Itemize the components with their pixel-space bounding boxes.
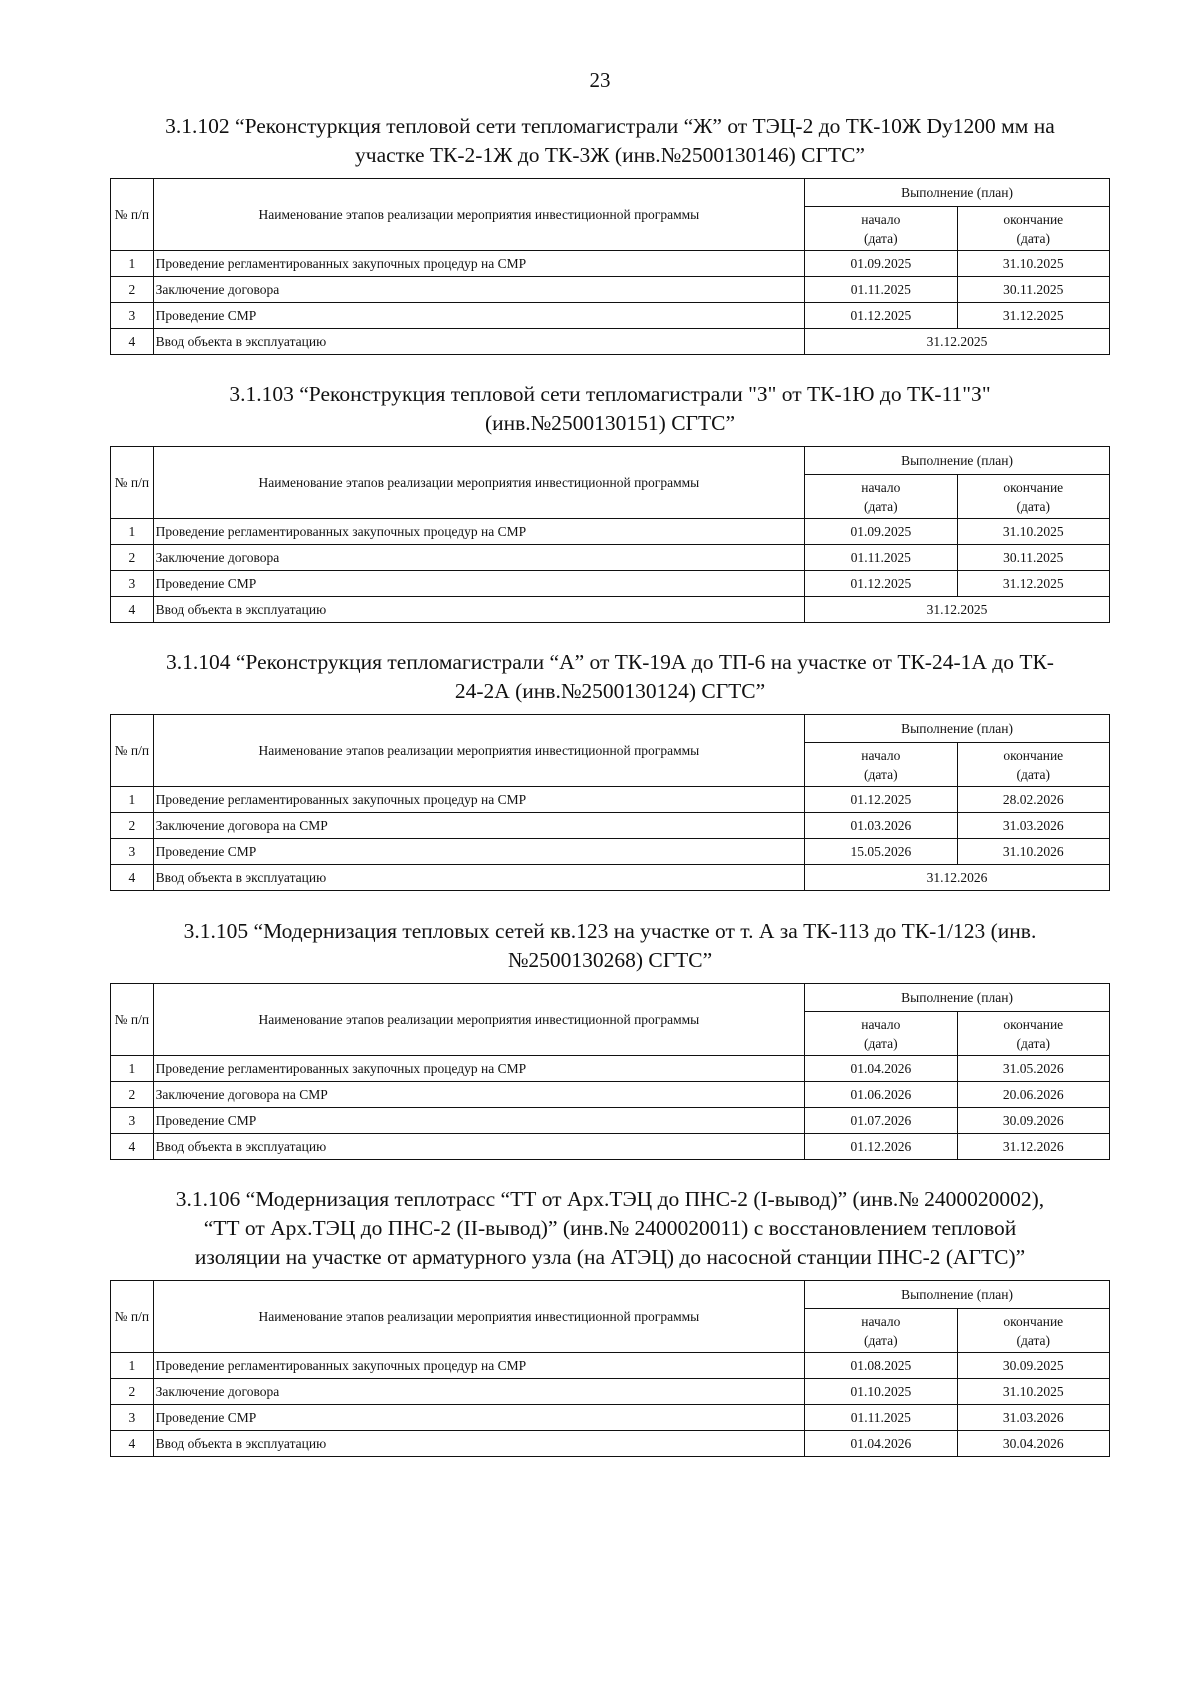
stage-name: Заключение договора (153, 277, 804, 303)
header-start: начало (дата) (805, 1309, 957, 1353)
table-row (111, 1134, 1110, 1160)
row-number: 4 (111, 865, 154, 891)
end-date: 20.06.2026 (957, 1082, 1109, 1108)
table-row (111, 277, 1110, 303)
table-row (111, 1353, 1110, 1379)
end-date: 28.02.2026 (957, 787, 1109, 813)
stage-name: Проведение регламентированных закупочных процедур на СМР (153, 519, 804, 545)
row-number: 3 (111, 1405, 154, 1431)
start-date: 01.08.2025 (805, 1353, 957, 1379)
stage-name: Проведение регламентированных закупочных процедур на СМР (153, 787, 804, 813)
header-num: № п/п (111, 447, 154, 519)
header-plan: Выполнение (план) (805, 984, 1110, 1012)
table-row (111, 329, 1110, 355)
section-title-line: участке ТК-2-1Ж до ТК-3Ж (инв.№2500130146) СГТС” (355, 143, 865, 167)
end-date: 31.12.2026 (957, 1134, 1109, 1160)
row-number: 3 (111, 1108, 154, 1134)
section-title (110, 648, 1110, 706)
stage-name: Проведение СМР (153, 839, 804, 865)
header-end: окончание (дата) (957, 207, 1109, 251)
page-number: 23 (589, 68, 611, 92)
end-date: 31.10.2026 (957, 839, 1109, 865)
header-plan: Выполнение (план) (805, 1281, 1110, 1309)
stage-name: Проведение регламентированных закупочных процедур на СМР (153, 1056, 804, 1082)
end-date: 31.03.2026 (957, 813, 1109, 839)
stage-name: Ввод объекта в эксплуатацию (153, 597, 804, 623)
section-title-line: 24-2А (инв.№2500130124) СГТС” (454, 679, 766, 703)
row-number: 3 (111, 839, 154, 865)
header-start: начало (дата) (805, 207, 957, 251)
row-number: 2 (111, 813, 154, 839)
section-4 (110, 917, 1110, 1160)
stage-name: Ввод объекта в эксплуатацию (153, 329, 804, 355)
section-title-line: №2500130268) СГТС” (507, 948, 713, 972)
header-stage-name: Наименование этапов реализации мероприятия инвестиционной программы (153, 1281, 804, 1353)
start-date: 01.04.2026 (805, 1056, 957, 1082)
stage-name: Проведение СМР (153, 303, 804, 329)
stage-name: Проведение регламентированных закупочных процедур на СМР (153, 251, 804, 277)
row-number: 2 (111, 1082, 154, 1108)
stage-name: Заключение договора (153, 545, 804, 571)
section-title (110, 917, 1110, 975)
start-date: 01.12.2025 (805, 787, 957, 813)
table-row (111, 1082, 1110, 1108)
header-end: окончание (дата) (957, 475, 1109, 519)
end-date: 31.05.2026 (957, 1056, 1109, 1082)
header-end: окончание (дата) (957, 743, 1109, 787)
commissioning-date: 31.12.2025 (805, 329, 1110, 355)
end-date: 31.03.2026 (957, 1405, 1109, 1431)
table-row (111, 571, 1110, 597)
start-date: 01.06.2026 (805, 1082, 957, 1108)
start-date: 01.09.2025 (805, 519, 957, 545)
table-row (111, 1379, 1110, 1405)
table-row (111, 545, 1110, 571)
section-title-line: 3.1.105 “Модернизация тепловых сетей кв.123 на участке от т. А за ТК-113 до ТК-1/123 (инв. (183, 919, 1037, 943)
start-date: 01.09.2025 (805, 251, 957, 277)
start-date: 01.10.2025 (805, 1379, 957, 1405)
start-date: 01.12.2025 (805, 571, 957, 597)
row-number: 2 (111, 545, 154, 571)
table-row (111, 787, 1110, 813)
stage-name: Проведение регламентированных закупочных процедур на СМР (153, 1353, 804, 1379)
section-2 (110, 380, 1110, 623)
header-end: окончание (дата) (957, 1309, 1109, 1353)
end-date: 30.09.2025 (957, 1353, 1109, 1379)
header-end: окончание (дата) (957, 1012, 1109, 1056)
section-title-line: “ТТ от Арх.ТЭЦ до ПНС-2 (II-вывод)” (инв.№ 2400020011) с восстановлением тепловой (203, 1216, 1017, 1240)
end-date: 30.11.2025 (957, 545, 1109, 571)
header-plan: Выполнение (план) (805, 179, 1110, 207)
end-date: 31.12.2025 (957, 571, 1109, 597)
schedule-table (110, 983, 1110, 1160)
row-number: 4 (111, 597, 154, 623)
commissioning-date: 31.12.2026 (805, 865, 1110, 891)
header-start: начало (дата) (805, 743, 957, 787)
section-3 (110, 648, 1110, 891)
row-number: 1 (111, 519, 154, 545)
end-date: 31.12.2025 (957, 303, 1109, 329)
start-date: 15.05.2026 (805, 839, 957, 865)
end-date: 31.10.2025 (957, 251, 1109, 277)
table-row (111, 1056, 1110, 1082)
section-5 (110, 1185, 1110, 1457)
table-row (111, 813, 1110, 839)
row-number: 4 (111, 329, 154, 355)
start-date: 01.12.2026 (805, 1134, 957, 1160)
row-number: 1 (111, 251, 154, 277)
section-title (110, 112, 1110, 170)
stage-name: Заключение договора на СМР (153, 813, 804, 839)
row-number: 4 (111, 1134, 154, 1160)
stage-name: Проведение СМР (153, 1405, 804, 1431)
schedule-table (110, 1280, 1110, 1457)
table-row (111, 251, 1110, 277)
stage-name: Ввод объекта в эксплуатацию (153, 865, 804, 891)
end-date: 30.09.2026 (957, 1108, 1109, 1134)
header-start: начало (дата) (805, 1012, 957, 1056)
row-number: 1 (111, 787, 154, 813)
row-number: 3 (111, 303, 154, 329)
section-title-line: 3.1.104 “Реконструкция тепломагистрали “А” от ТК-19А до ТП-6 на участке от ТК-24-1А до ТК- (166, 650, 1054, 674)
stage-name: Проведение СМР (153, 571, 804, 597)
stage-name: Проведение СМР (153, 1108, 804, 1134)
end-date: 30.11.2025 (957, 277, 1109, 303)
table-row (111, 1108, 1110, 1134)
header-stage-name: Наименование этапов реализации мероприятия инвестиционной программы (153, 715, 804, 787)
header-num: № п/п (111, 715, 154, 787)
table-row (111, 303, 1110, 329)
section-title (110, 380, 1110, 438)
start-date: 01.11.2025 (805, 1405, 957, 1431)
table-row (111, 597, 1110, 623)
end-date: 31.10.2025 (957, 519, 1109, 545)
start-date: 01.12.2025 (805, 303, 957, 329)
stage-name: Заключение договора на СМР (153, 1082, 804, 1108)
section-title-line: 3.1.103 “Реконструкция тепловой сети тепломагистрали "З" от ТК-1Ю до ТК-11"З" (229, 382, 991, 406)
header-stage-name: Наименование этапов реализации мероприятия инвестиционной программы (153, 179, 804, 251)
schedule-table (110, 446, 1110, 623)
table-row (111, 1431, 1110, 1457)
schedule-table (110, 178, 1110, 355)
section-title-line: 3.1.102 “Реконстуркция тепловой сети тепломагистрали “Ж” от ТЭЦ-2 до ТК-10Ж Dy1200 мм на (165, 114, 1055, 138)
stage-name: Ввод объекта в эксплуатацию (153, 1134, 804, 1160)
header-start: начало (дата) (805, 475, 957, 519)
section-title-line: (инв.№2500130151) СГТС” (484, 411, 736, 435)
header-num: № п/п (111, 984, 154, 1056)
header-stage-name: Наименование этапов реализации мероприятия инвестиционной программы (153, 447, 804, 519)
row-number: 2 (111, 277, 154, 303)
row-number: 3 (111, 571, 154, 597)
start-date: 01.04.2026 (805, 1431, 957, 1457)
start-date: 01.03.2026 (805, 813, 957, 839)
header-plan: Выполнение (план) (805, 447, 1110, 475)
section-title-line: изоляции на участке от арматурного узла (на АТЭЦ) до насосной станции ПНС-2 (АГТС)” (194, 1245, 1026, 1269)
row-number: 1 (111, 1056, 154, 1082)
table-row (111, 865, 1110, 891)
row-number: 1 (111, 1353, 154, 1379)
table-row (111, 839, 1110, 865)
start-date: 01.07.2026 (805, 1108, 957, 1134)
row-number: 2 (111, 1379, 154, 1405)
stage-name: Заключение договора (153, 1379, 804, 1405)
table-row (111, 519, 1110, 545)
table-row (111, 1405, 1110, 1431)
header-num: № п/п (111, 179, 154, 251)
start-date: 01.11.2025 (805, 545, 957, 571)
commissioning-date: 31.12.2025 (805, 597, 1110, 623)
header-stage-name: Наименование этапов реализации мероприятия инвестиционной программы (153, 984, 804, 1056)
header-plan: Выполнение (план) (805, 715, 1110, 743)
section-title (110, 1185, 1110, 1272)
stage-name: Ввод объекта в эксплуатацию (153, 1431, 804, 1457)
end-date: 31.10.2025 (957, 1379, 1109, 1405)
schedule-table (110, 714, 1110, 891)
section-1 (110, 112, 1110, 355)
end-date: 30.04.2026 (957, 1431, 1109, 1457)
start-date: 01.11.2025 (805, 277, 957, 303)
row-number: 4 (111, 1431, 154, 1457)
header-num: № п/п (111, 1281, 154, 1353)
section-title-line: 3.1.106 “Модернизация теплотрасс “ТТ от Арх.ТЭЦ до ПНС-2 (I-вывод)” (инв.№ 2400020002), (175, 1187, 1045, 1211)
